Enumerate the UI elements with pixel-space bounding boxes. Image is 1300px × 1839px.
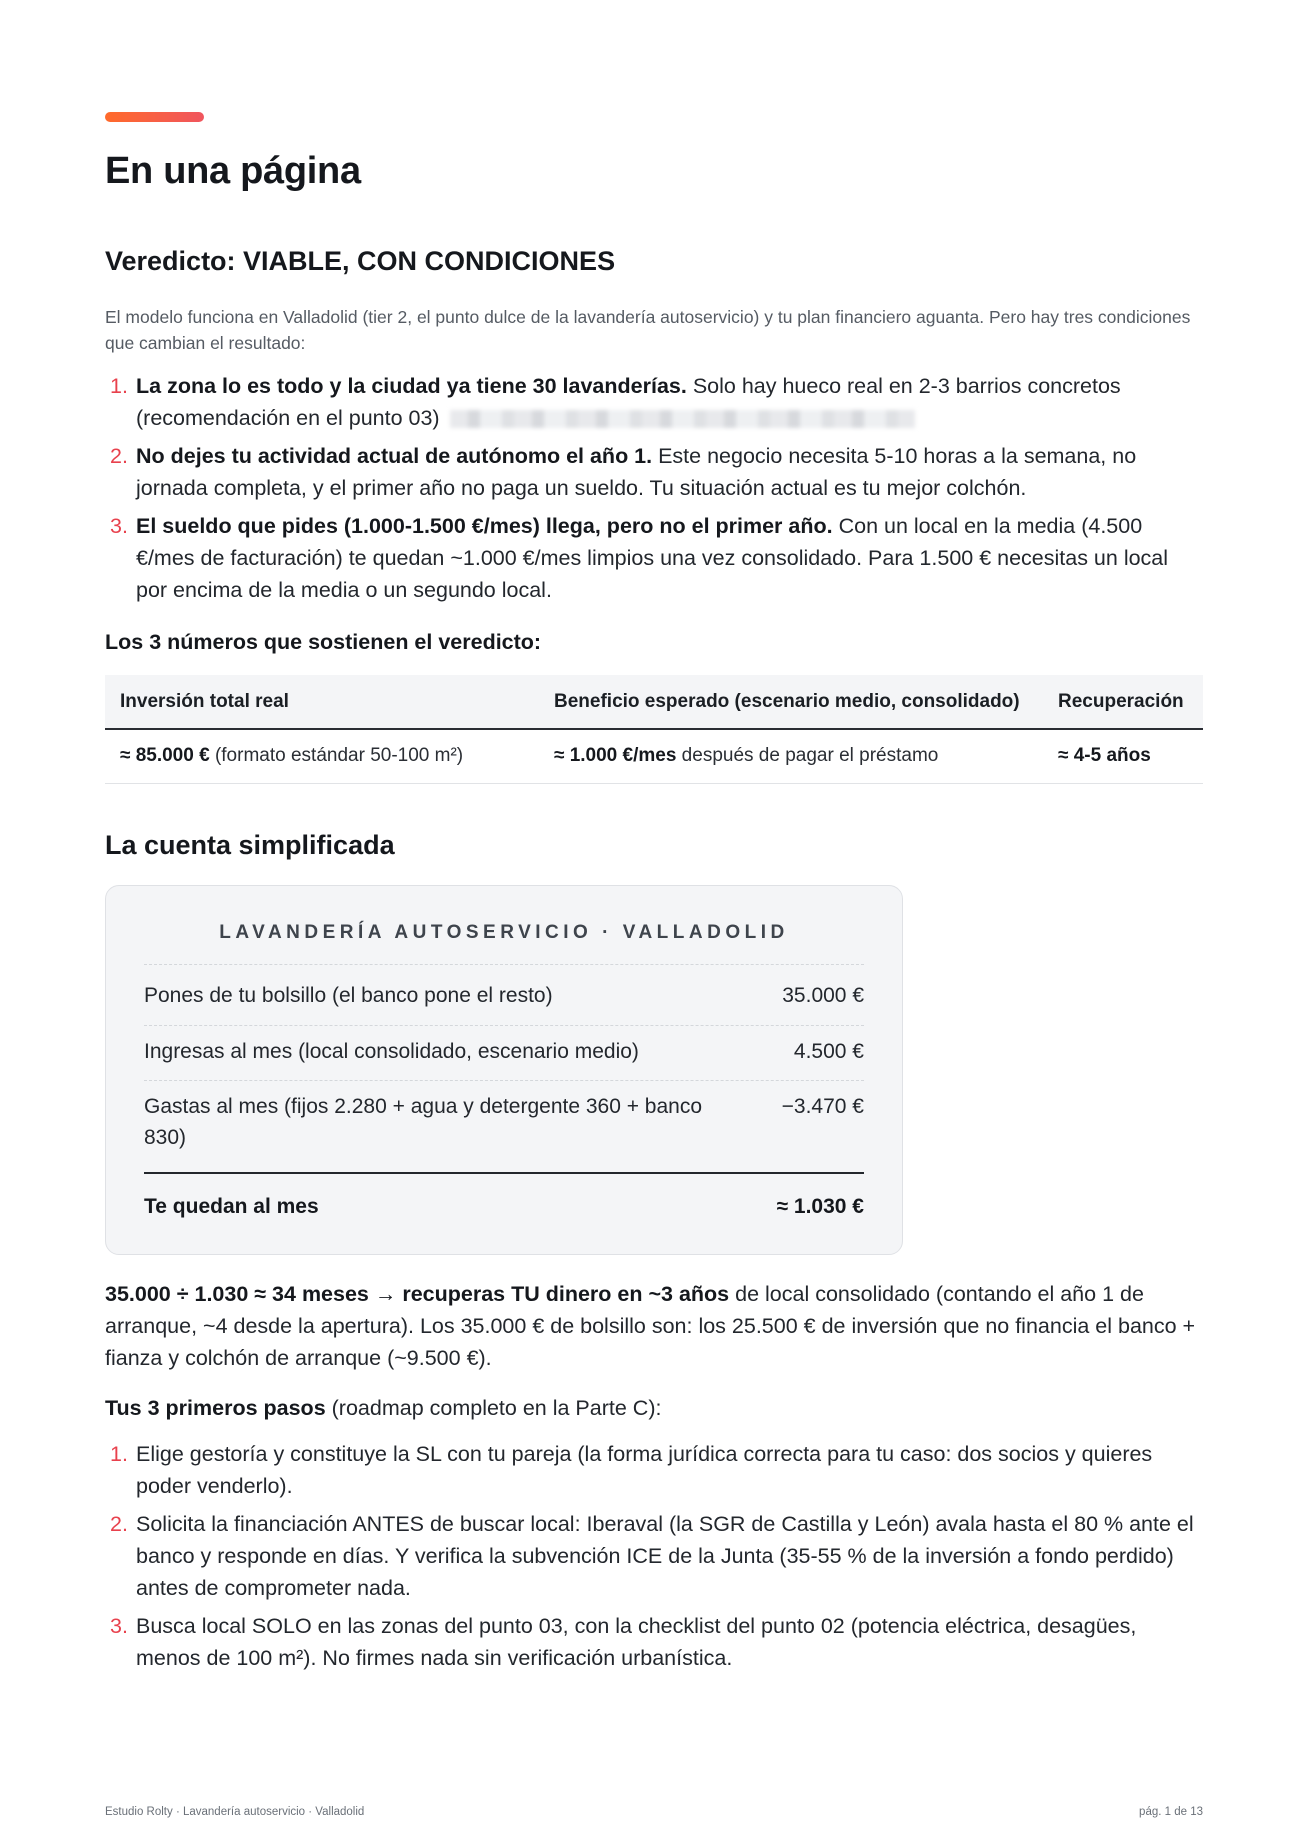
accent-bar [105,112,204,122]
table-row [105,729,1203,783]
row-label: Pones de tu bolsillo (el banco pone el resto) [144,984,553,1007]
row-label: Gastas al mes (fijos 2.280 + agua y detergente 360 + banco 830) [144,1095,703,1149]
cell-bold: ≈ 4-5 años [1058,745,1151,767]
condition-text: Solo hay hueco real en 2-3 barrios concretos (recomendación en el punto 03) [136,374,1121,430]
list-number: 3. [110,514,128,538]
card-divider [144,1080,864,1081]
step-text: Solicita la financiación ANTES de buscar local: Iberaval (la SGR de Castilla y León) avala hasta el 80 % ante el banco y responde en días. Y verifica la subvención ICE de la Junta (35-55 % de la inversión a fondo perdido) antes de comprometer nada. [136,1512,1194,1600]
verdict-heading: Veredicto: VIABLE, CON CONDICIONES [105,246,616,276]
page-number: pág. 1 de 13 [1139,1806,1203,1818]
footer-left: Estudio Rolty · Lavandería autoservicio · Valladolid [105,1806,365,1818]
account-card [105,885,903,1255]
table-header-row [105,675,1203,729]
table-cell [539,729,1043,783]
step-item [105,1508,1203,1604]
steps-list [105,1438,1203,1680]
steps-intro [105,1392,1203,1424]
steps-intro-bold: Tus 3 primeros pasos [105,1396,326,1420]
list-number: 2. [110,1512,128,1536]
numbers-heading: Los 3 números que sostienen el veredicto: [105,630,542,654]
total-divider [144,1172,864,1174]
numbers-table [105,675,1203,784]
table-cell [1043,729,1203,783]
condition-bold: El sueldo que pides (1.000-1.500 €/mes) llega, pero no el primer año. [136,514,833,538]
row-value: 35.000 € [782,984,864,1007]
condition-text: Este negocio necesita 5-10 horas a la semana, no jornada completa, y el primer año no paga un sueldo. Tu situación actual es tu mejor colchón. [136,444,1137,500]
row-label: Ingresas al mes (local consolidado, escenario medio) [144,1040,639,1063]
condition-item [105,440,1203,504]
list-number: 3. [110,1614,128,1638]
recovery-text: de local consolidado (contando el año 1 de arranque, ~4 desde la apertura). Los 35.000 € de bolsillo son: los 25.500 € de inversión que no financia el banco + fianza y colchón de arranque (~9.500 €). [105,1282,1196,1370]
list-number: 1. [110,374,128,398]
conditions-list [105,370,1203,612]
cuenta-heading: La cuenta simplificada [105,830,395,860]
redacted-text [450,410,915,428]
condition-bold: No dejes tu actividad actual de autónomo el año 1. [136,444,653,468]
card-divider [144,964,864,965]
steps-intro-text: (roadmap completo en la Parte C): [325,1396,662,1420]
cell-text: después de pagar el préstamo [676,745,939,767]
row-value: 4.500 € [793,1040,864,1063]
total-value: ≈ 1.030 € [776,1195,864,1218]
table-header-cell: Beneficio esperado (escenario medio, consolidado) [539,675,1043,729]
page-title: En una página [105,150,361,192]
list-number: 2. [110,444,128,468]
list-number: 1. [110,1442,128,1466]
table-header-cell: Inversión total real [105,675,539,729]
step-item [105,1610,1203,1674]
cell-bold: ≈ 1.000 €/mes [554,745,677,767]
condition-item [105,510,1203,606]
table-header-cell: Recuperación [1043,675,1203,729]
step-text: Elige gestoría y constituye la SL con tu pareja (la forma jurídica correcta para tu caso: dos socios y quieres poder venderlo). [136,1442,1153,1498]
step-item [105,1438,1203,1502]
cell-text: (formato estándar 50-100 m²) [209,745,464,767]
row-value: −3.470 € [781,1095,864,1118]
card-title: LAVANDERÍA AUTOSERVICIO · VALLADOLID [219,922,789,943]
condition-item [105,370,1203,434]
table-cell [105,729,539,783]
cell-bold: ≈ 85.000 € [120,745,210,767]
card-divider [144,1025,864,1026]
total-label: Te quedan al mes [144,1195,319,1218]
condition-bold: La zona lo es todo y la ciudad ya tiene 30 lavanderías. [136,374,687,398]
recovery-paragraph [105,1278,1203,1374]
step-text: Busca local SOLO en las zonas del punto 03, con la checklist del punto 02 (potencia eléctrica, desagües, menos de 100 m²). No firmes nada sin verificación urbanística. [136,1614,1137,1670]
intro-paragraph: El modelo funciona en Valladolid (tier 2, el punto dulce de la lavandería autoservicio) y tu plan financiero aguanta. Pero hay tres condiciones que cambian el resultado: [105,307,1191,353]
recovery-bold: 35.000 ÷ 1.030 ≈ 34 meses → recuperas TU dinero en ~3 años [105,1282,730,1306]
condition-text: Con un local en la media (4.500 €/mes de facturación) te quedan ~1.000 €/mes limpios una vez consolidado. Para 1.500 € necesitas un local por encima de la media o un segundo local. [136,514,1169,602]
